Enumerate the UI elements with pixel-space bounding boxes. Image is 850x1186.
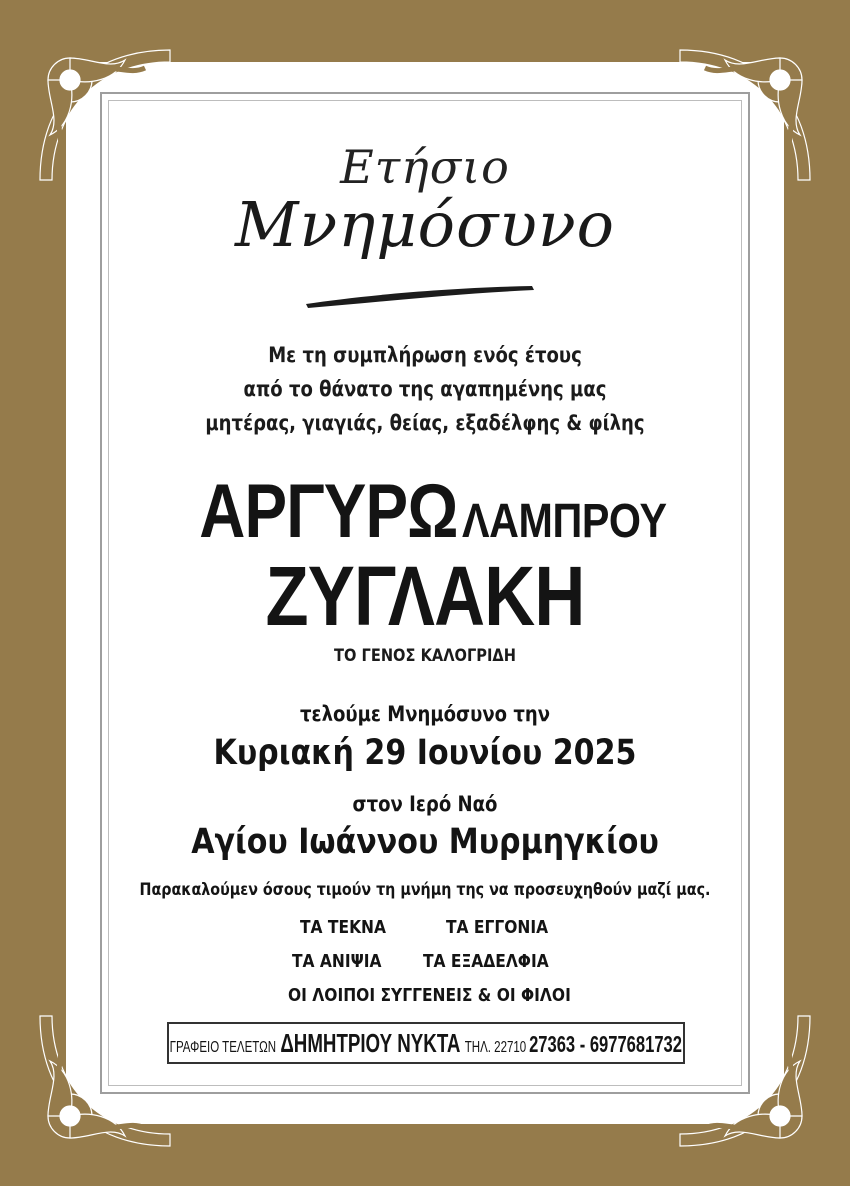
intro-text — [60, 338, 791, 440]
intro-line: μητέρας, γιαγιάς, θείας, εξαδέλφης & φίλης — [205, 411, 645, 435]
funeral-office-phone-label: ΤΗΛ. 22710 — [464, 1038, 527, 1056]
funeral-office-box — [167, 1022, 685, 1064]
mourner-grandchildren: ΤΑ ΕΓΓΟΝΙΑ — [446, 917, 549, 938]
mourner-nieces: ΤΑ ΑΝΙΨΙΑ — [292, 951, 382, 972]
prayer-request: Παρακαλούμεν όσους τιμούν τη μνήμη της να προσευχηθούν μαζί μας. — [139, 880, 711, 900]
floral-corner-icon — [30, 1006, 180, 1156]
funeral-office-label: ΓΡΑΦΕΙΟ ΤΕΛΕΤΩΝ — [169, 1038, 277, 1056]
intro-line: από το θάνατο της αγαπημένης μας — [243, 377, 607, 401]
heading-annual: Ετήσιο — [340, 140, 510, 194]
heading-memorial: Μνημόσυνο — [235, 188, 615, 261]
floral-corner-icon — [670, 1006, 820, 1156]
church-label: στον Ιερό Ναό — [352, 792, 498, 816]
intro-line: Με τη συμπλήρωση ενός έτους — [268, 343, 582, 367]
mourner-others: ΟΙ ΛΟΙΠΟΙ ΣΥΓΓΕΝΕΙΣ & ΟΙ ΦΙΛΟΙ — [288, 985, 571, 1006]
deceased-maiden-name: ΤΟ ΓΕΝΟΣ ΚΑΛΟΓΡΙΔΗ — [334, 646, 516, 666]
deceased-name-line — [0, 468, 850, 555]
service-date: Κυριακή 29 Ιουνίου 2025 — [213, 733, 637, 773]
mourner-children: ΤΑ ΤΕΚΝΑ — [300, 917, 386, 938]
mourners-row — [0, 917, 850, 943]
mourners-row — [0, 985, 850, 1011]
deceased-surname: ΖΥΓΛΑΚΗ — [265, 549, 585, 643]
deceased-father-name: ΛΑΜΠΡΟΥ — [461, 495, 667, 548]
mourners-row — [0, 951, 850, 977]
brush-stroke-icon — [300, 282, 540, 312]
church-name: Αγίου Ιωάννου Μυρμηγκίου — [191, 822, 659, 862]
funeral-office-name: ΔΗΜΗΤΡΙΟΥ ΝΥΚΤΑ — [280, 1027, 461, 1058]
funeral-office-phones: 27363 - 6977681732 — [529, 1030, 683, 1057]
deceased-first-name: ΑΡΓΥΡΩ — [199, 469, 458, 554]
mourner-cousins: ΤΑ ΕΞΑΔΕΛΦΙΑ — [423, 951, 549, 972]
service-announcement: τελούμε Μνημόσυνο την — [299, 702, 551, 726]
